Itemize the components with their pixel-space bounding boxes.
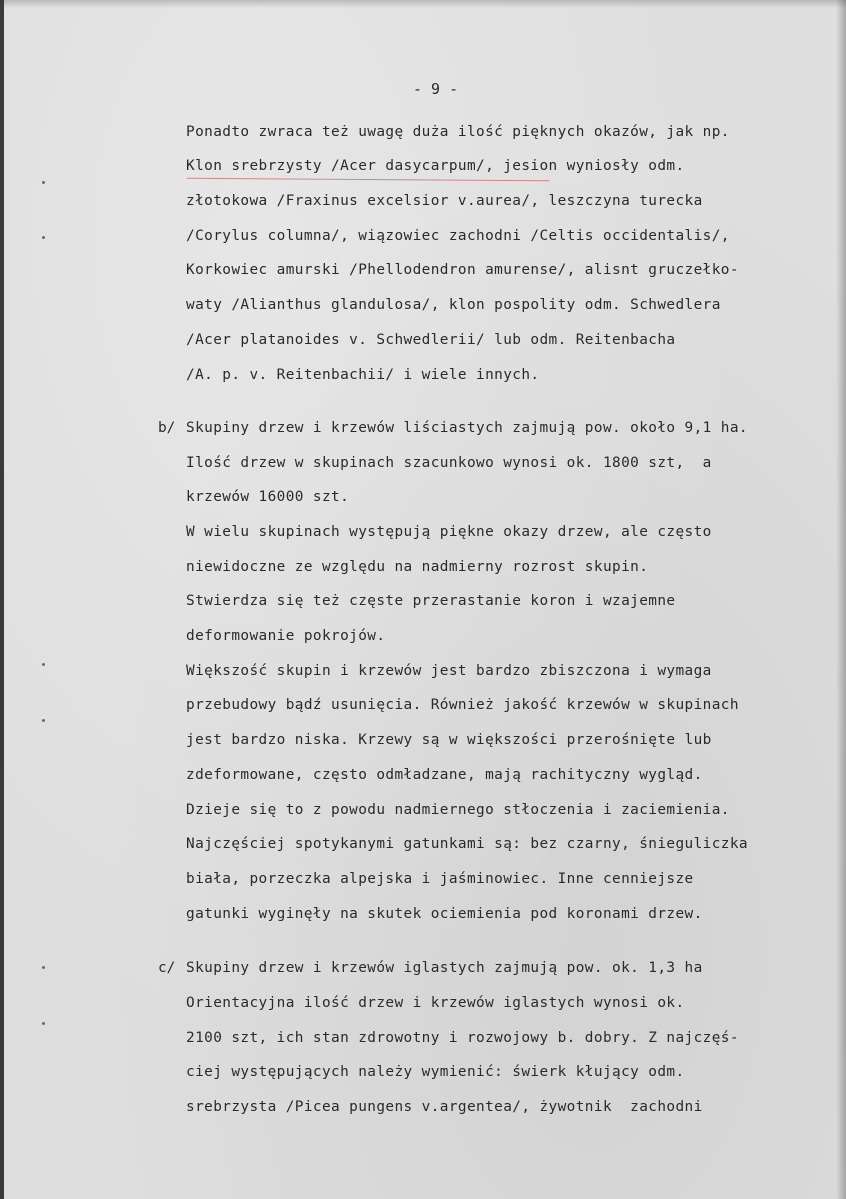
- red-underline-mark: [187, 178, 549, 182]
- section-c-line: ciej występujących należy wymienić: świerk kłujący odm.: [186, 1064, 685, 1080]
- section-b-line: gatunki wyginęły na skutek ociemienia pod koronami drzew.: [186, 906, 703, 922]
- page-number: - 9 -: [413, 80, 459, 98]
- section-b-line: niewidoczne ze względu na nadmierny rozrost skupin.: [186, 559, 649, 575]
- section-b-line: zdeformowane, często odmładzane, mają rachityczny wygląd.: [186, 767, 703, 783]
- paragraph-line: Ponadto zwraca też uwagę duża ilość pięknych okazów, jak np.: [186, 124, 730, 140]
- margin-dot: [42, 181, 45, 184]
- paragraph-line: waty /Alianthus glandulosa/, klon pospolity odm. Schwedlera: [186, 297, 721, 313]
- section-b-line: W wielu skupinach występują piękne okazy drzew, ale często: [186, 524, 712, 540]
- section-b-line: Ilość drzew w skupinach szacunkowo wynosi ok. 1800 szt, a: [186, 455, 712, 471]
- section-b-line: deformowanie pokrojów.: [186, 628, 386, 644]
- section-b-line: Najczęściej spotykanymi gatunkami są: bez czarny, śnieguliczka: [186, 836, 748, 852]
- margin-dot: [42, 966, 45, 969]
- section-b-line: jest bardzo niska. Krzewy są w większości przerośnięte lub: [186, 732, 712, 748]
- paragraph-line: /Corylus columna/, wiązowiec zachodni /Celtis occidentalis/,: [186, 228, 730, 244]
- paragraph-line: /A. p. v. Reitenbachii/ i wiele innych.: [186, 367, 540, 383]
- section-b-line: Dzieje się to z powodu nadmiernego stłoczenia i zaciemienia.: [186, 802, 730, 818]
- section-b-line: biała, porzeczka alpejska i jaśminowiec. Inne cenniejsze: [186, 871, 694, 887]
- margin-dot: [42, 719, 45, 722]
- paragraph-line: złotokowa /Fraxinus excelsior v.aurea/, leszczyna turecka: [186, 193, 703, 209]
- section-b-marker: b/: [158, 420, 176, 436]
- section-c-line: srebrzysta /Picea pungens v.argentea/, żywotnik zachodni: [186, 1099, 703, 1115]
- margin-dot: [42, 236, 45, 239]
- section-c-line: Skupiny drzew i krzewów iglastych zajmują pow. ok. 1,3 ha: [186, 960, 703, 976]
- paragraph-line: Korkowiec amurski /Phellodendron amurense/, alisnt gruczełko-: [186, 262, 739, 278]
- section-c-marker: c/: [158, 960, 176, 976]
- margin-dot: [42, 663, 45, 666]
- page-right-shadow: [836, 0, 846, 1199]
- section-b-line: Większość skupin i krzewów jest bardzo zbiszczona i wymaga: [186, 663, 712, 679]
- section-c-line: Orientacyjna ilość drzew i krzewów iglastych wynosi ok.: [186, 995, 685, 1011]
- section-b-line: przebudowy bądź usunięcia. Również jakość krzewów w skupinach: [186, 697, 739, 713]
- section-b-line: Stwierdza się też częste przerastanie koron i wzajemne: [186, 593, 676, 609]
- paragraph-line: /Acer platanoides v. Schwedlerii/ lub odm. Reitenbacha: [186, 332, 676, 348]
- section-c-line: 2100 szt, ich stan zdrowotny i rozwojowy b. dobry. Z najczęś-: [186, 1030, 739, 1046]
- margin-dot: [42, 1022, 45, 1025]
- page-top-shadow: [4, 0, 846, 8]
- document-page: [4, 0, 846, 1199]
- paragraph-line: Klon srebrzysty /Acer dasycarpum/, jesion wyniosły odm.: [186, 158, 685, 174]
- section-b-line: Skupiny drzew i krzewów liściastych zajmują pow. około 9,1 ha.: [186, 420, 748, 436]
- section-b-line: krzewów 16000 szt.: [186, 489, 350, 505]
